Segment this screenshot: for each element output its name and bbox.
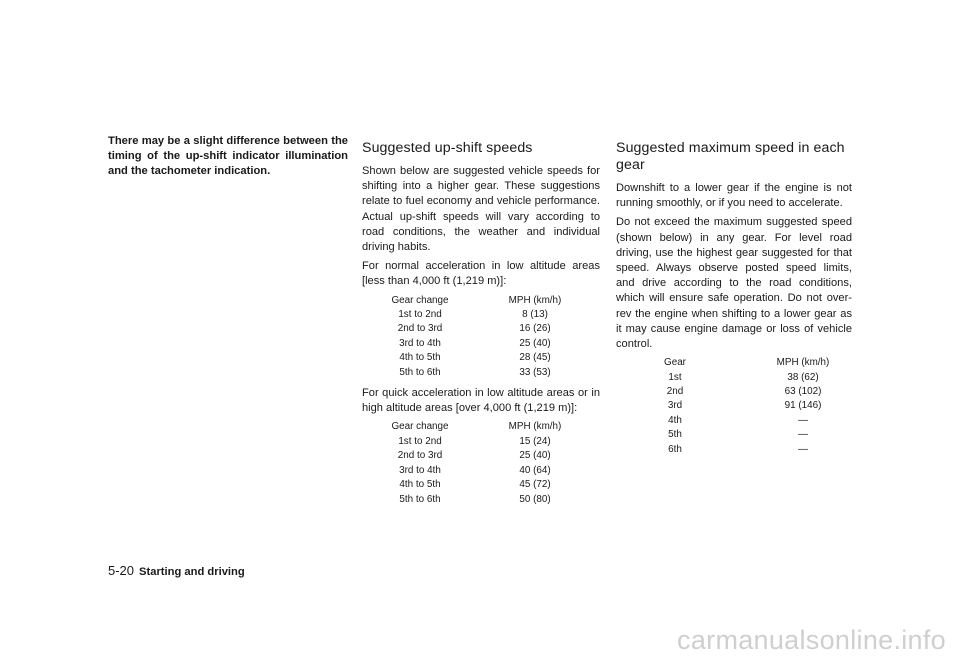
speed-cell: 25 (40) xyxy=(519,337,551,349)
upshift-heading: Suggested up-shift speeds xyxy=(362,140,533,156)
maxspeed-para-1: Downshift to a lower gear if the engine is not running smoothly, or if you need to accelerate. xyxy=(616,182,852,210)
table-row xyxy=(391,478,569,492)
gear-cell: 6th xyxy=(668,443,682,455)
column-gap xyxy=(695,443,771,457)
quick-accel-table-body xyxy=(391,420,569,506)
normal-accel-table xyxy=(391,294,569,380)
column-gap xyxy=(449,366,501,380)
column-gap xyxy=(449,420,501,434)
middle-column xyxy=(362,140,600,513)
quick-accel-caption: For quick acceleration in low altitude areas or in high altitude areas [over 4,000 ft (1,219 m)]: xyxy=(362,387,600,415)
normal-accel-caption: For normal acceleration in low altitude areas [less than 4,000 ft (1,219 m)]: xyxy=(362,260,600,288)
gear-cell: 3rd to 4th xyxy=(399,337,441,349)
column-gap xyxy=(449,493,501,507)
column-gap xyxy=(449,464,501,478)
page-number: 5-20 xyxy=(108,563,135,578)
gear-cell: 2nd to 3rd xyxy=(397,450,443,462)
quick-accel-table xyxy=(391,420,569,506)
speed-cell: 8 (13) xyxy=(522,309,548,321)
page-footer xyxy=(108,563,245,578)
upshift-indicator-note: There may be a slight difference between the timing of the up-shift indicator illumination and the tachometer indication. xyxy=(108,135,348,177)
column-gap xyxy=(449,478,501,492)
column-gap xyxy=(449,337,501,351)
speed-cell: — xyxy=(798,414,808,426)
column-gap xyxy=(449,308,501,322)
table-row xyxy=(391,322,569,336)
gear-cell: 5th to 6th xyxy=(399,366,441,378)
column-gap xyxy=(449,449,501,463)
speed-cell: 38 (62) xyxy=(787,371,819,383)
speed-cell: 45 (72) xyxy=(519,479,551,491)
speed-cell: — xyxy=(798,443,808,455)
table-row xyxy=(655,371,835,385)
speed-cell: 91 (146) xyxy=(784,400,822,412)
table-row xyxy=(391,493,569,507)
table-row xyxy=(655,414,835,428)
watermark: carmanualsonline.info xyxy=(677,625,946,655)
speed-cell: MPH (km/h) xyxy=(508,421,562,433)
gear-cell: Gear xyxy=(664,357,686,369)
column-gap xyxy=(695,385,771,399)
gear-cell: Gear change xyxy=(391,294,449,306)
speed-cell: 40 (64) xyxy=(519,464,551,476)
speed-cell: — xyxy=(798,429,808,441)
speed-cell: 50 (80) xyxy=(519,493,551,505)
table-row xyxy=(391,337,569,351)
speed-cell: 25 (40) xyxy=(519,450,551,462)
table-row xyxy=(391,351,569,365)
gear-cell: 4th to 5th xyxy=(399,479,441,491)
column-gap xyxy=(695,356,771,370)
column-gap xyxy=(695,428,771,442)
table-row xyxy=(655,399,835,413)
column-gap xyxy=(449,435,501,449)
gear-cell: 2nd xyxy=(666,386,684,398)
maxspeed-heading: Suggested maximum speed in each gear xyxy=(616,140,845,173)
table-header-row xyxy=(391,420,569,434)
column-gap xyxy=(695,414,771,428)
max-speed-table xyxy=(655,356,835,457)
column-gap xyxy=(449,322,501,336)
table-row xyxy=(391,435,569,449)
max-speed-table-body xyxy=(655,356,835,457)
gear-cell: 1st xyxy=(668,371,682,383)
gear-cell: 3rd to 4th xyxy=(399,464,441,476)
right-column xyxy=(616,140,852,463)
speed-cell: 33 (53) xyxy=(519,366,551,378)
table-row xyxy=(391,464,569,478)
gear-cell: 3rd xyxy=(667,400,683,412)
gear-cell: 1st to 2nd xyxy=(398,309,442,321)
table-row xyxy=(391,308,569,322)
upshift-intro: Shown below are suggested vehicle speeds for shifting into a higher gear. These suggestions relate to fuel economy and vehicle performance. Actual up-shift speeds will vary according to road conditions, the weather and individual driving habits. xyxy=(362,165,600,254)
table-row xyxy=(655,443,835,457)
speed-cell: 28 (45) xyxy=(519,352,551,364)
normal-accel-table-body xyxy=(391,294,569,380)
speed-cell: MPH (km/h) xyxy=(776,357,830,369)
section-title: Starting and driving xyxy=(139,566,245,578)
table-row xyxy=(655,428,835,442)
column-gap xyxy=(695,399,771,413)
table-row xyxy=(655,385,835,399)
gear-cell: 5th to 6th xyxy=(399,493,441,505)
left-column xyxy=(108,134,348,179)
table-row xyxy=(391,449,569,463)
speed-cell: MPH (km/h) xyxy=(508,294,562,306)
table-header-row xyxy=(655,356,835,370)
gear-cell: 5th xyxy=(668,429,682,441)
column-gap xyxy=(695,371,771,385)
gear-cell: 4th to 5th xyxy=(399,352,441,364)
table-header-row xyxy=(391,294,569,308)
gear-cell: 2nd to 3rd xyxy=(397,323,443,335)
speed-cell: 15 (24) xyxy=(519,435,551,447)
gear-cell: Gear change xyxy=(391,421,449,433)
column-gap xyxy=(449,351,501,365)
gear-cell: 4th xyxy=(668,414,682,426)
table-row xyxy=(391,366,569,380)
speed-cell: 63 (102) xyxy=(784,386,822,398)
gear-cell: 1st to 2nd xyxy=(398,435,442,447)
column-gap xyxy=(449,294,501,308)
speed-cell: 16 (26) xyxy=(519,323,551,335)
maxspeed-para-2: Do not exceed the maximum suggested speed (shown below) in any gear. For level road driving, use the highest gear suggested for that speed. Always observe posted speed limits, and drive according to the road conditions, which will ensure safe operation. Do not over-rev the engine when shifting to a lower gear as it may cause engine damage or loss of vehicle control. xyxy=(616,216,852,351)
